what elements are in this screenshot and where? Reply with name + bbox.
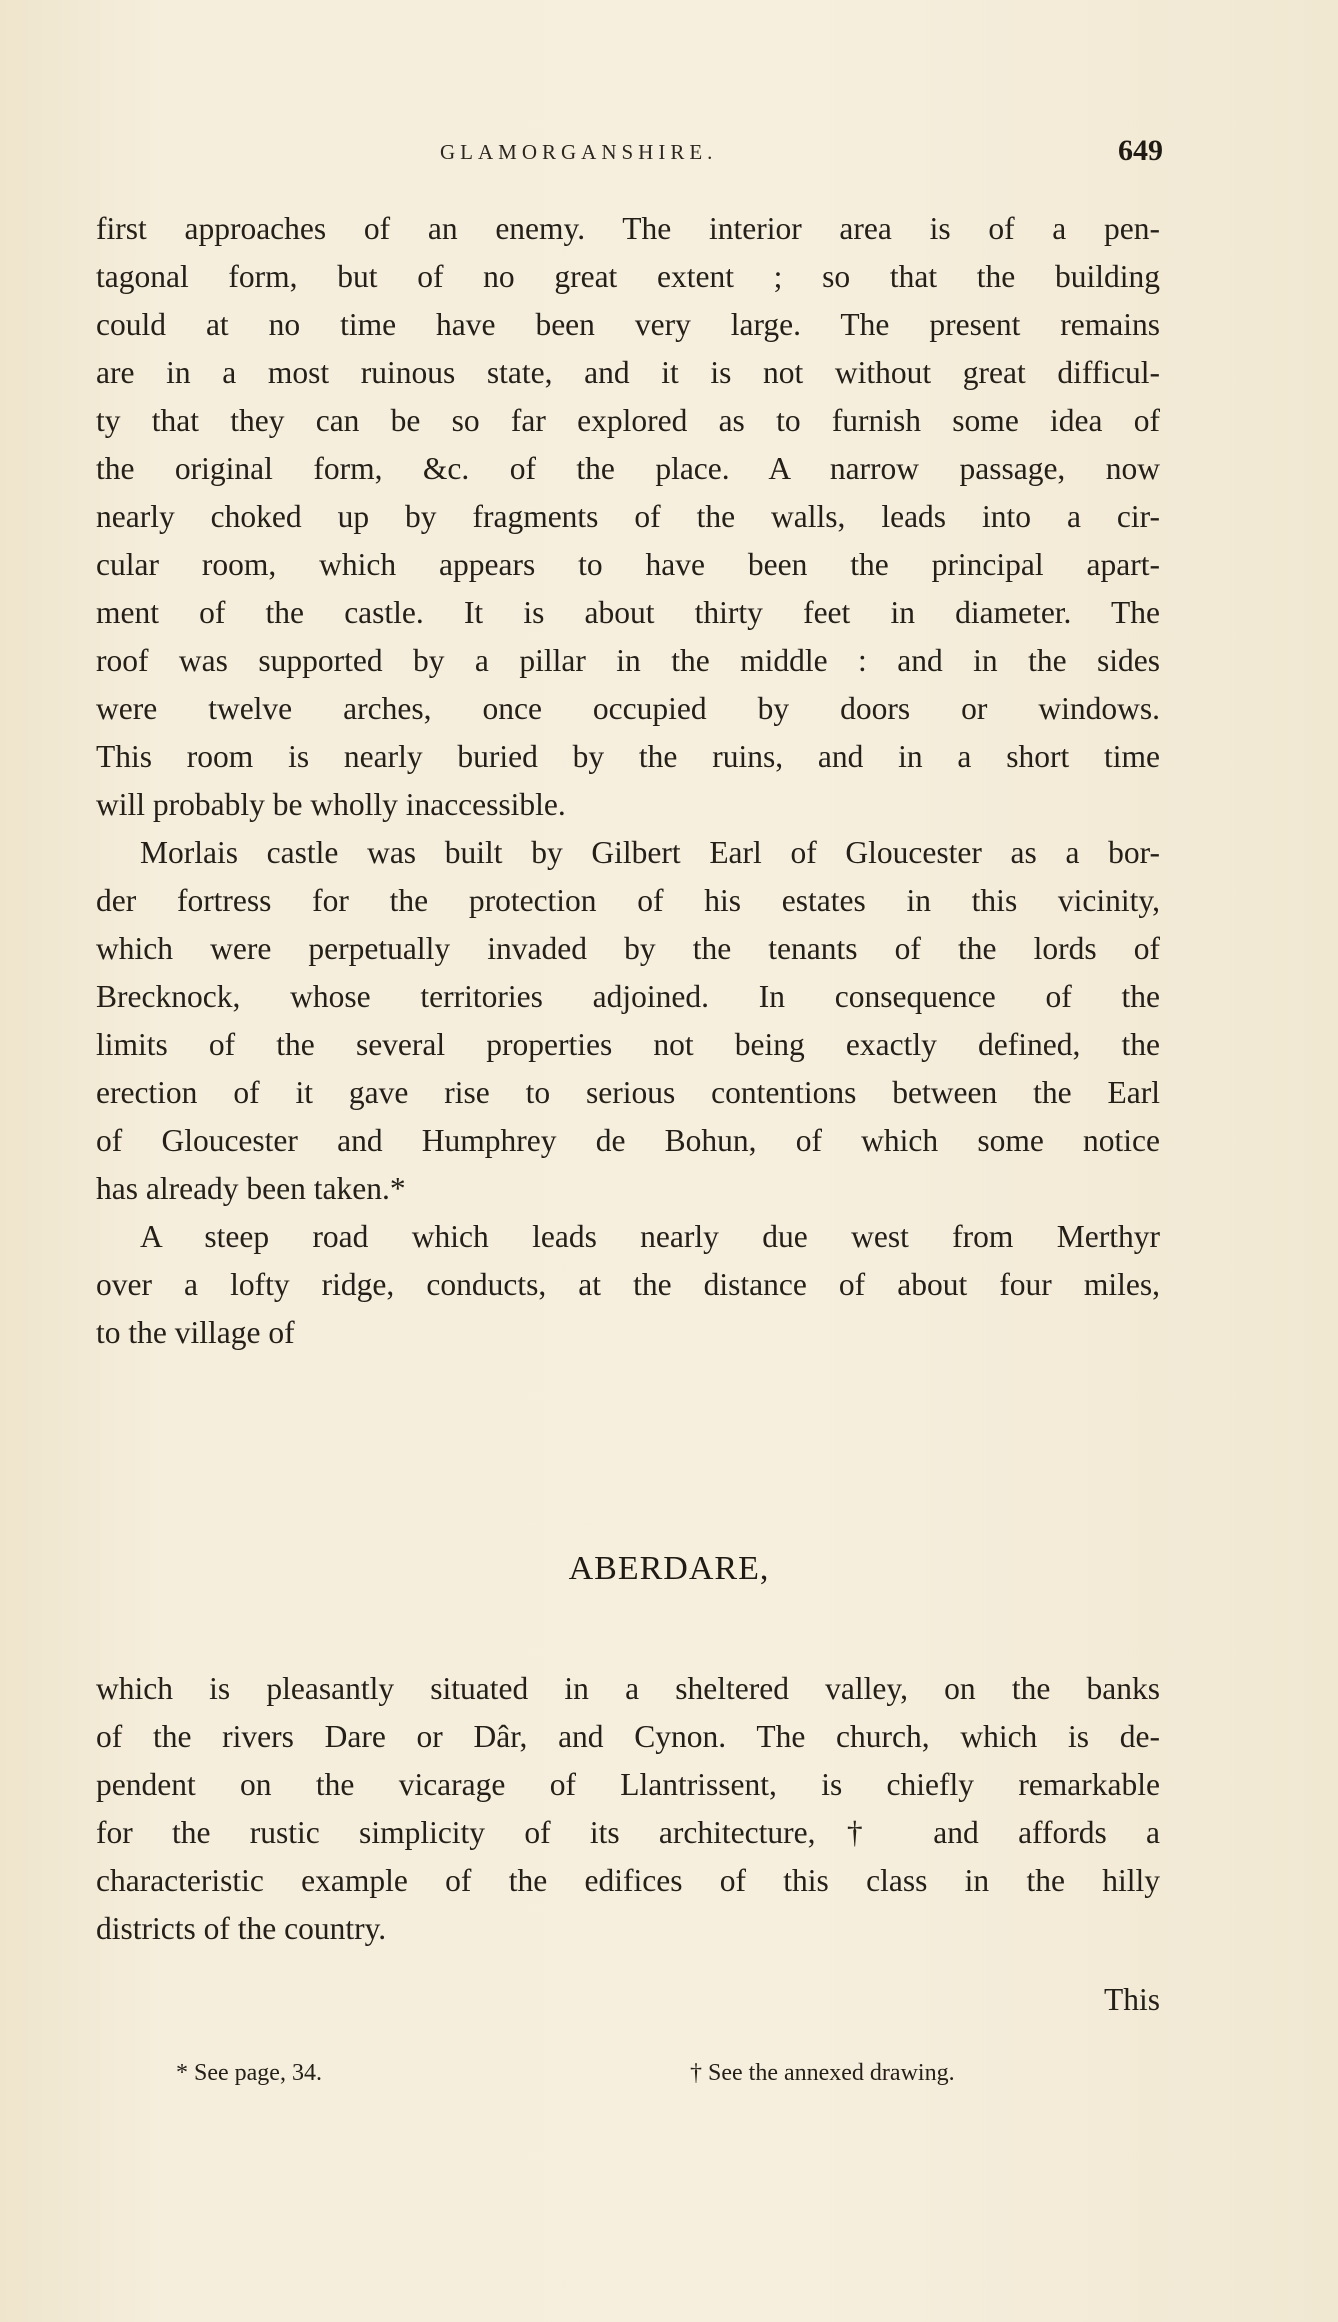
text-line: This room is nearly buried by the ruins, and in a short time xyxy=(96,739,1160,774)
text-line: characteristic example of the edifices of this class in the hilly xyxy=(96,1863,1160,1898)
running-title: GLAMORGANSHIRE. xyxy=(440,140,718,164)
text-line: will probably be wholly inaccessible. xyxy=(96,787,566,822)
text-line: of the rivers Dare or Dâr, and Cynon. The church, which is de- xyxy=(96,1719,1160,1754)
text-line: has already been taken.* xyxy=(96,1171,406,1206)
text-line: were twelve arches, once occupied by doors or windows. xyxy=(96,691,1160,726)
page-number: 649 xyxy=(1118,134,1163,167)
text-line: roof was supported by a pillar in the middle : and in the sides xyxy=(96,643,1160,678)
footnotes xyxy=(0,2060,1338,2100)
text-line: pendent on the vicarage of Llantrissent, is chiefly remarkable xyxy=(96,1767,1160,1802)
text-line: to the village of xyxy=(96,1315,295,1350)
footnote: * See page, 34. xyxy=(176,2060,322,2086)
text-line: for the rustic simplicity of its architecture,† and affords a xyxy=(96,1815,1160,1850)
paragraph-start-line: A steep road which leads nearly due west from Merthyr xyxy=(140,1219,1160,1254)
text-line: nearly choked up by fragments of the walls, leads into a cir- xyxy=(96,499,1160,534)
catchword: This xyxy=(1103,1982,1160,2017)
text-line: cular room, which appears to have been the principal apart- xyxy=(96,547,1160,582)
text-line: der fortress for the protection of his estates in this vicinity, xyxy=(96,883,1160,918)
text-line: first approaches of an enemy. The interior area is of a pen- xyxy=(96,211,1160,246)
text-line: erection of it gave rise to serious contentions between the Earl xyxy=(96,1075,1160,1110)
running-head xyxy=(0,134,1338,174)
text-line: over a lofty ridge, conducts, at the distance of about four miles, xyxy=(96,1267,1160,1302)
footnote: † See the annexed drawing. xyxy=(690,2060,955,2086)
text-line: Brecknock, whose territories adjoined. In consequence of the xyxy=(96,979,1160,1014)
paragraph-start-line: Morlais castle was built by Gilbert Earl of Gloucester as a bor- xyxy=(140,835,1160,870)
section-heading: ABERDARE, xyxy=(568,1550,770,1587)
text-line: could at no time have been very large. The present remains xyxy=(96,307,1160,342)
text-line: ty that they can be so far explored as to furnish some idea of xyxy=(96,403,1160,438)
text-line: districts of the country. xyxy=(96,1911,387,1946)
text-line: tagonal form, but of no great extent ; so that the building xyxy=(96,259,1160,294)
text-line: which were perpetually invaded by the tenants of the lords of xyxy=(96,931,1160,966)
body-text-block xyxy=(96,205,1160,1357)
text-line: the original form, &c. of the place. A narrow passage, now xyxy=(96,451,1160,486)
text-line: of Gloucester and Humphrey de Bohun, of which some notice xyxy=(96,1123,1160,1158)
body-text-block xyxy=(96,1665,1160,1953)
text-line: are in a most ruinous state, and it is not without great difficul- xyxy=(96,355,1160,390)
text-line: limits of the several properties not being exactly defined, the xyxy=(96,1027,1160,1062)
text-line: ment of the castle. It is about thirty feet in diameter. The xyxy=(96,595,1160,630)
text-line: which is pleasantly situated in a sheltered valley, on the banks xyxy=(96,1671,1160,1706)
